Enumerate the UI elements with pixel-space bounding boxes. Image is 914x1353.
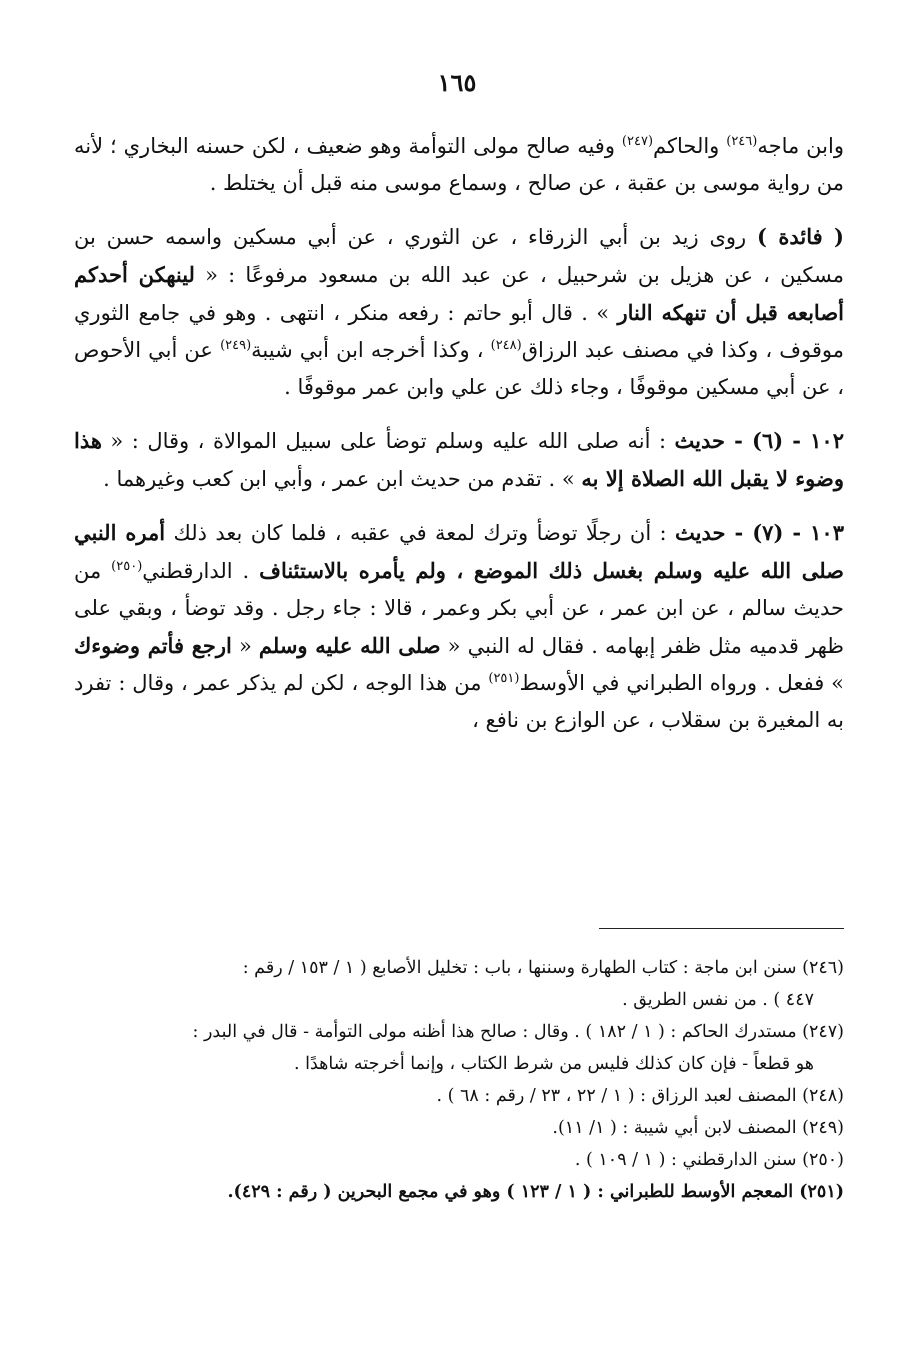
hadith-heading-103: ١٠٣ - (٧) - حديث — [675, 520, 844, 545]
footnote-ref-249[interactable]: (٢٤٩) — [220, 338, 252, 353]
footnote-251 — [74, 1176, 844, 1208]
footnote-ref-246[interactable]: (٢٤٦) — [726, 134, 758, 149]
text-run: : أن رجلًا توضأ وترك لمعة في عقبه ، فلما كان بعد ذلك — [165, 521, 676, 545]
fa-ida-heading: ( فائدة ) — [756, 224, 844, 249]
text-run: وفيه صالح مولى التوأمة وهو ضعيف ، لكن حسنه البخاري ؛ لأنه من رواية موسى بن عقبة ، عن صالح ، وسماع موسى منه قبل أن يختلط . — [74, 134, 844, 195]
text-run: من هذا الوجه ، لكن لم يذكر عمر ، وقال : تفرد به المغيرة بن سقلاب ، عن الوازع بن نافع ، — [74, 671, 844, 732]
text-run: : أنه صلى الله عليه وسلم توضأ على سبيل الموالاة ، وقال : « — [101, 429, 675, 453]
paragraph-3 — [74, 422, 844, 498]
footnote-ref-247[interactable]: (٢٤٧) — [621, 134, 654, 149]
text-run: روى زيد بن أبي الزرقاء ، عن الثوري ، عن أبي مسكين واسمه حسن بن مسكين ، عن هزيل بن شرحبيل ، عن عبد الله بن مسعود مرفوعًا : « — [74, 225, 844, 287]
paragraph-gap — [74, 498, 844, 514]
footnote-248 — [74, 1080, 844, 1112]
page-number: ١٦٥ — [437, 68, 477, 97]
hadith-heading-102: ١٠٢ - (٦) - حديث — [674, 428, 844, 453]
text-run: من حديث سالم ، عن ابن عمر ، عن أبي بكر وعمر ، قالا : جاء رجل . وقد توضأ ، وبقي على ظهر قدميه مثل ظفر إبهامه . فقال له النبي « — [74, 559, 844, 658]
footnote-text: (٢٤٧) مستدرك الحاكم : ( ١ / ١٨٢ ) . وقال : صالح هذا أظنه مولى التوأمة - قال في البدر : — [192, 1022, 844, 1042]
text-run: والحاكم — [653, 134, 727, 158]
footnote-text: (٢٤٦) سنن ابن ماجة : كتاب الطهارة وسننها ، باب : تخليل الأصابع ( ١ / ١٥٣ / رقم : — [242, 958, 844, 978]
text-run: » . تقدم من حديث ابن عمر ، وأبي ابن كعب وغيرهما . — [103, 467, 582, 491]
footnote-text: (٢٤٨) المصنف لعبد الرزاق : ( ١ / ٢٢ ، ٢٣ / رقم : ٦٨ ) . — [436, 1086, 844, 1106]
hadith-quote: أمره النبي صلى الله عليه وسلم بغسل ذلك الموضع ، ولم يأمره بالاستئناف — [74, 520, 844, 583]
text-run: » ففعل . ورواه الطبراني في الأوسط — [519, 671, 845, 695]
footnote-text: (٢٤٩) المصنف لابن أبي شيبة : ( ١/ ١١). — [552, 1118, 844, 1138]
text-run: وابن ماجه — [757, 134, 844, 158]
text-run: ، وكذا أخرجه ابن أبي شيبة — [251, 338, 491, 362]
footnote-text: (٢٥١) المعجم الأوسط للطبراني : ( ١ / ١٢٣ ) وهو في مجمع البحرين ( رقم : ٤٢٩). — [227, 1182, 844, 1202]
footnote-ref-248[interactable]: (٢٤٨) — [490, 338, 522, 353]
hadith-quote: هذا وضوء لا يقبل الله الصلاة إلا به — [74, 428, 844, 491]
text-run: عن أبي الأحوص ، عن أبي مسكين موقوفًا ، وجاء ذلك عن علي وابن عمر موقوفًا . — [74, 338, 844, 399]
footnote-ref-250[interactable]: (٢٥٠) — [111, 559, 143, 574]
footnote-ref-251[interactable]: (٢٥١) — [488, 671, 520, 686]
salutation: صلى الله عليه وسلم — [258, 633, 441, 658]
text-run: » . قال أبو حاتم : رفعه منكر ، انتهى . وهو في جامع الثوري موقوف ، وكذا في مصنف عبد الرزاق — [74, 301, 844, 362]
footnote-continuation: هو قطعاً - فإن كان كذلك فليس من شرط الكتاب ، وإنما أخرجته شاهدًا . — [293, 1054, 814, 1074]
text-run: . الدارقطني — [142, 559, 260, 583]
paragraph-2 — [74, 218, 844, 406]
paragraph-4 — [74, 514, 844, 739]
footnote-separator — [599, 928, 844, 929]
text-run: « — [231, 634, 259, 658]
footnotes — [74, 952, 844, 1208]
paragraph-gap — [74, 406, 844, 422]
footnote-247 — [74, 1016, 844, 1080]
hadith-quote: ارجع فأتم وضوءك — [74, 633, 232, 658]
footnote-246 — [74, 952, 844, 1016]
footnote-249 — [74, 1112, 844, 1144]
footnote-continuation: ٤٤٧ ) . من نفس الطريق . — [622, 990, 814, 1010]
paragraph-1 — [74, 128, 844, 202]
hadith-quote: لينهكن أحدكم أصابعه قبل أن تنهكه النار — [74, 262, 844, 325]
main-text — [74, 128, 844, 739]
paragraph-gap — [74, 202, 844, 218]
footnote-text: (٢٥٠) سنن الدارقطني : ( ١ / ١٠٩ ) . — [574, 1150, 844, 1170]
footnote-250 — [74, 1144, 844, 1176]
